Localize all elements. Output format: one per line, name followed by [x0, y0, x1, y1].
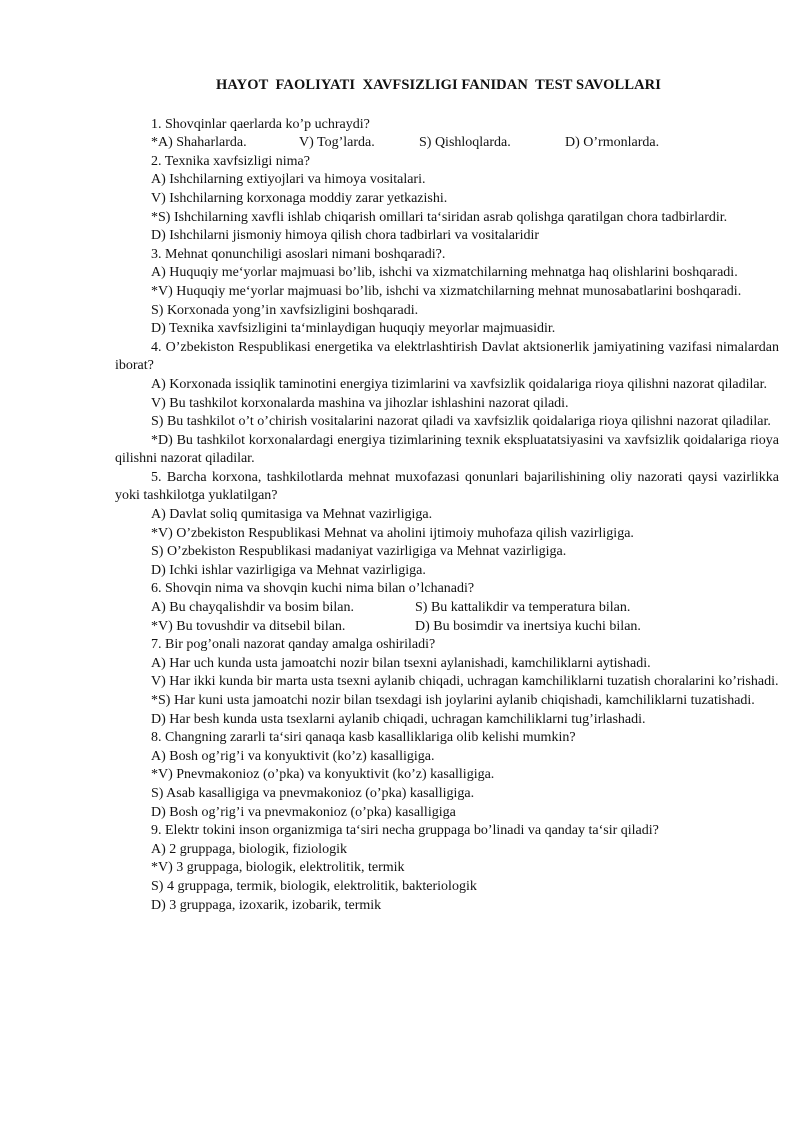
q7-option-b: V) Har ikki kunda bir marta usta tsexni aylanib chiqadi, uchragan kamchiliklarni tuzatish choralarini ko’rishadi. — [151, 674, 779, 690]
question-6-options-row-2 — [115, 618, 779, 637]
question-6-options-row-1 — [115, 599, 779, 618]
q7-option-d: D) Har besh kunda usta tsexlarni aylanib chiqadi, uchragan kamchiliklarni tug’irlashadi. — [151, 711, 646, 727]
q2-option-a: A) Ishchilarning extiyojlari va himoya vositalari. — [151, 172, 426, 188]
q4-option-b: V) Bu tashkilot korxonalarda mashina va jihozlar ishlashini nazorat qiladi. — [151, 395, 569, 411]
q7-option-c: *S) Har kuni usta jamoatchi nozir bilan tsexdagi ish joylarini aylanib chiqishadi, kamchiliklarni tuzatishadi. — [151, 693, 755, 708]
q2-option-d: D) Ishchilarni jismoniy himoya qilish chora tadbirlari va vositalaridir — [151, 228, 540, 244]
q8-option-c: S) Asab kasalligiga va pnevmakonioz (o’pka) kasalligiga. — [151, 785, 475, 801]
q4-option-c: S) Bu tashkilot o’t o’chirish vositalarini nazorat qiladi va xavfsizlik qoidalariga rioya qilishni nazorat qiladilar. — [151, 414, 771, 430]
q9-option-c: S) 4 gruppaga, termik, biologik, elektrolitik, bakteriologik — [151, 878, 477, 894]
question-7: 7. Bir pog’onali nazorat qanday amalga oshiriladi? — [151, 637, 436, 653]
q1-option-d: D) O’rmonlarda. — [565, 135, 660, 151]
q7-option-a: A) Har uch kunda usta jamoatchi nozir bilan tsexni aylanishadi, kamchiliklarni aytishadi. — [151, 655, 651, 671]
q9-option-a: A) 2 gruppaga, biologik, fiziologik — [151, 841, 347, 857]
q5-option-a: A) Davlat soliq qumitasiga va Mehnat vazirligiga. — [151, 507, 433, 523]
question-3: 3. Mehnat qonunchiligi asoslari nimani boshqaradi?. — [151, 246, 446, 262]
q1-option-c: S) Qishloqlarda. — [419, 135, 511, 151]
q3-option-a: A) Huquqiy me‘yorlar majmuasi bo’lib, ishchi va xizmatchilarning mehnatga haq olishlarini boshqaradi. — [151, 265, 738, 281]
q4-option-a: A) Korxonada issiqlik taminotini energiya tizimlarini va xavfsizlik qoidalariga rioya qilishni nazorat qiladilar. — [151, 376, 767, 392]
q8-option-b: *V) Pnevmakonioz (o’pka) va konyuktivit (ko’z) kasalligiga. — [151, 767, 495, 783]
q3-option-c: S) Korxonada yong’in xavfsizligini boshqaradi. — [151, 302, 419, 318]
q6-option-a: A) Bu chayqalishdir va bosim bilan. — [151, 600, 354, 616]
q9-option-d: D) 3 gruppaga, izoxarik, izobarik, termik — [151, 897, 382, 913]
q5-option-b: *V) O’zbekiston Respublikasi Mehnat va aholini ijtimoiy muhofaza qilish vazirligiga. — [151, 525, 634, 541]
question-9: 9. Elektr tokini inson organizmiga ta‘siri necha gruppaga bo’linadi va qanday ta‘sir qiladi? — [151, 823, 659, 839]
q4-option-d: *D) Bu tashkilot korxonalardagi energiya tizimlarining texnik ekspluatatsiyasini va xavfsizlik qoidalariga rioya qilishni nazorat qiladilar. — [115, 432, 779, 467]
question-1: 1. Shovqinlar qaerlarda ko’p uchraydi? — [151, 116, 370, 132]
q5-option-d: D) Ichki ishlar vazirligiga va Mehnat vazirligiga. — [151, 562, 426, 578]
q5-option-c: S) O’zbekiston Respublikasi madaniyat vazirligiga va Mehnat vazirligiga. — [151, 544, 567, 560]
q8-option-d: D) Bosh og’rig’i va pnevmakonioz (o’pka) kasalligiga — [151, 804, 456, 820]
q2-option-b: V) Ishchilarning korxonaga moddiy zarar yetkazishi. — [151, 190, 448, 206]
q8-option-a: A) Bosh og’rig’i va konyuktivit (ko’z) kasalligiga. — [151, 748, 435, 764]
q3-option-b: *V) Huquqiy me‘yorlar majmuasi bo’lib, ishchi va xizmatchilarning mehnat munosabatlarini boshqaradi. — [151, 283, 742, 299]
question-6: 6. Shovqin nima va shovqin kuchi nima bilan o’lchanadi? — [151, 581, 475, 597]
question-5: 5. Barcha korxona, tashkilotlarda mehnat muxofazasi qonunlari bajarilishining oliy nazorati qaysi vazirlikka yoki tashkilotga yuklatilgan? — [115, 469, 779, 504]
q6-option-c: S) Bu kattalikdir va temperatura bilan. — [415, 600, 631, 616]
page-title: HAYOT FAOLIYATI XAVFSIZLIGI FANIDAN TEST SAVOLLARI — [216, 77, 661, 93]
question-4: 4. O’zbekiston Respublikasi energetika va elektrlashtirish Davlat aktsionerlik jamiyatining vazifasi nimalardan iborat? — [115, 339, 779, 374]
question-2: 2. Texnika xavfsizligi nima? — [151, 153, 310, 169]
q1-option-b: V) Tog’larda. — [299, 135, 375, 151]
q3-option-d: D) Texnika xavfsizligini ta‘minlaydigan huquqiy meyorlar majmuasidir. — [151, 321, 556, 337]
question-1-options — [115, 134, 779, 153]
q2-option-c: *S) Ishchilarning xavfli ishlab chiqarish omillari ta‘siridan asrab qolishga qaratilgan chora tadbirlardir. — [151, 209, 728, 225]
q6-option-b: *V) Bu tovushdir va ditsebil bilan. — [151, 618, 346, 634]
question-8: 8. Changning zararli ta‘siri qanaqa kasb kasalliklariga olib kelishi mumkin? — [151, 730, 576, 746]
q9-option-b: *V) 3 gruppaga, biologik, elektrolitik, termik — [151, 860, 405, 876]
q6-option-d: D) Bu bosimdir va inertsiya kuchi bilan. — [415, 618, 641, 634]
q1-option-a: *A) Shaharlarda. — [151, 135, 247, 151]
